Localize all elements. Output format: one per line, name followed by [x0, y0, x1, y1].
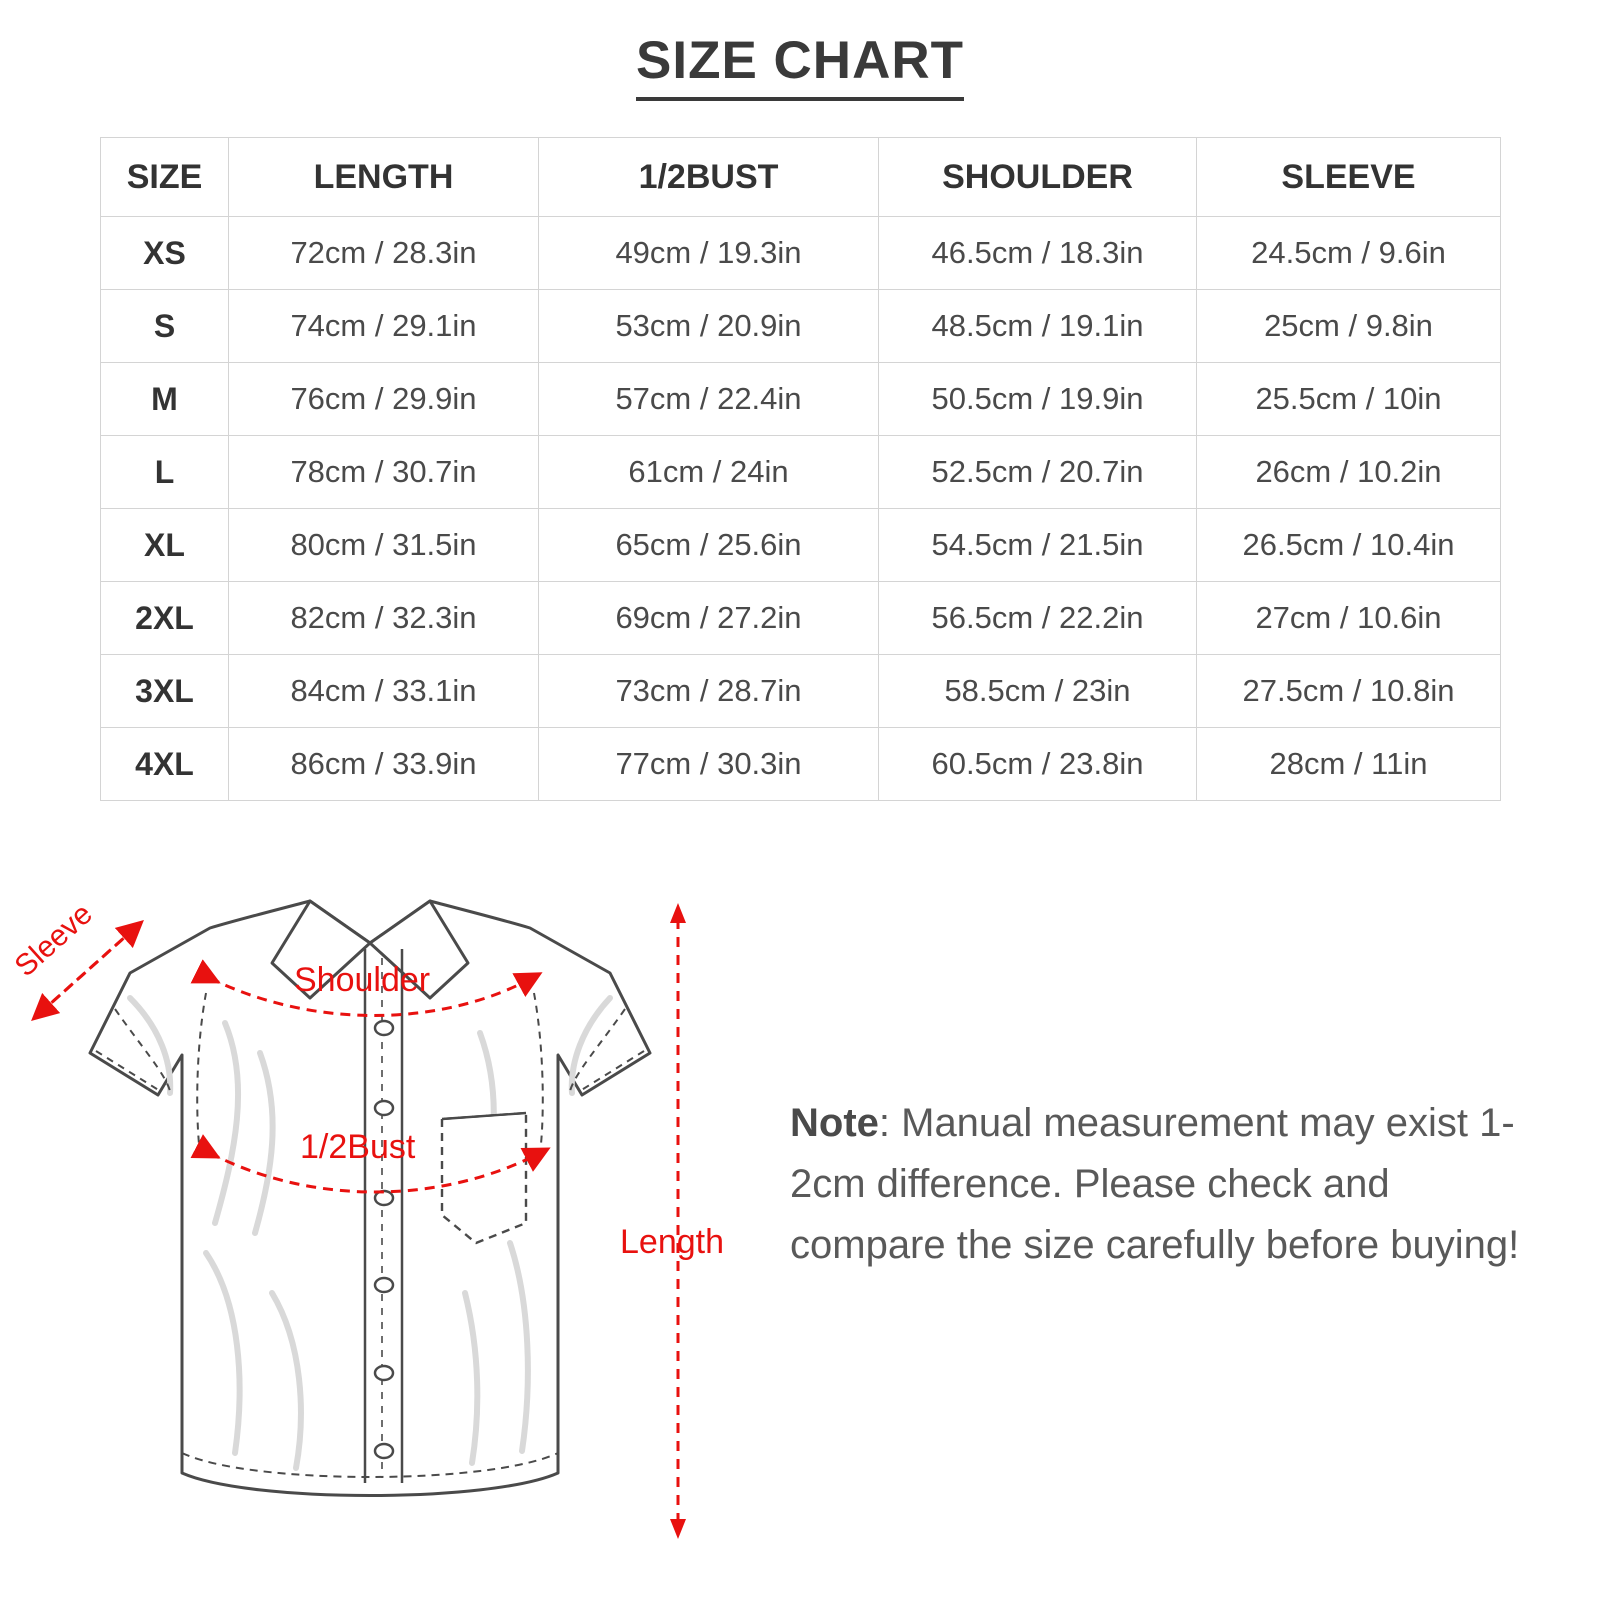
table-header-row [101, 138, 1501, 217]
cell-length: 80cm / 31.5in [229, 509, 539, 582]
cell-length: 86cm / 33.9in [229, 728, 539, 801]
table-row [101, 436, 1501, 509]
cell-size: L [101, 436, 229, 509]
cell-sleeve: 27cm / 10.6in [1197, 582, 1501, 655]
cell-shoulder: 50.5cm / 19.9in [879, 363, 1197, 436]
cell-sleeve: 26cm / 10.2in [1197, 436, 1501, 509]
cell-bust: 77cm / 30.3in [539, 728, 879, 801]
sleeve-measurement-marker [10, 897, 135, 1013]
cell-sleeve: 24.5cm / 9.6in [1197, 217, 1501, 290]
table-row [101, 655, 1501, 728]
cell-shoulder: 56.5cm / 22.2in [879, 582, 1197, 655]
cell-bust: 57cm / 22.4in [539, 363, 879, 436]
table-header [101, 138, 1501, 217]
sleeve-label: Sleeve [10, 897, 99, 984]
cell-length: 82cm / 32.3in [229, 582, 539, 655]
cell-length: 72cm / 28.3in [229, 217, 539, 290]
cell-shoulder: 54.5cm / 21.5in [879, 509, 1197, 582]
cell-length: 74cm / 29.1in [229, 290, 539, 363]
cell-sleeve: 28cm / 11in [1197, 728, 1501, 801]
bottom-section [0, 823, 1600, 1583]
cell-sleeve: 25cm / 9.8in [1197, 290, 1501, 363]
table-row [101, 509, 1501, 582]
cell-shoulder: 46.5cm / 18.3in [879, 217, 1197, 290]
table-row [101, 728, 1501, 801]
note-prefix: Note [790, 1101, 879, 1145]
shirt-measurement-diagram [10, 823, 770, 1583]
size-chart-table-container [100, 137, 1500, 801]
page-title: SIZE CHART [636, 30, 964, 101]
length-label: Length [620, 1223, 724, 1261]
cell-size: 3XL [101, 655, 229, 728]
length-measurement-marker [620, 903, 724, 1539]
column-header-size: SIZE [101, 138, 229, 217]
cell-bust: 69cm / 27.2in [539, 582, 879, 655]
size-chart-table [100, 137, 1501, 801]
cell-size: XS [101, 217, 229, 290]
cell-size: M [101, 363, 229, 436]
cell-shoulder: 48.5cm / 19.1in [879, 290, 1197, 363]
cell-sleeve: 25.5cm / 10in [1197, 363, 1501, 436]
cell-length: 76cm / 29.9in [229, 363, 539, 436]
note-body: : Manual measurement may exist 1-2cm difference. Please check and compare the size carefully before buying! [790, 1101, 1520, 1267]
cell-bust: 53cm / 20.9in [539, 290, 879, 363]
cell-bust: 65cm / 25.6in [539, 509, 879, 582]
bust-label: 1/2Bust [300, 1128, 416, 1166]
cell-bust: 61cm / 24in [539, 436, 879, 509]
cell-shoulder: 58.5cm / 23in [879, 655, 1197, 728]
cell-shoulder: 60.5cm / 23.8in [879, 728, 1197, 801]
cell-size: 4XL [101, 728, 229, 801]
table-row [101, 582, 1501, 655]
cell-sleeve: 27.5cm / 10.8in [1197, 655, 1501, 728]
cell-length: 78cm / 30.7in [229, 436, 539, 509]
table-body [101, 217, 1501, 801]
page-title-container [0, 0, 1600, 101]
cell-sleeve: 26.5cm / 10.4in [1197, 509, 1501, 582]
shoulder-label: Shoulder [294, 961, 431, 999]
cell-size: S [101, 290, 229, 363]
cell-shoulder: 52.5cm / 20.7in [879, 436, 1197, 509]
cell-bust: 49cm / 19.3in [539, 217, 879, 290]
table-row [101, 217, 1501, 290]
cell-length: 84cm / 33.1in [229, 655, 539, 728]
cell-size: 2XL [101, 582, 229, 655]
note-text-block [790, 1093, 1550, 1275]
column-header-sleeve: SLEEVE [1197, 138, 1501, 217]
cell-bust: 73cm / 28.7in [539, 655, 879, 728]
column-header-shoulder: SHOULDER [879, 138, 1197, 217]
column-header-bust: 1/2BUST [539, 138, 879, 217]
table-row [101, 290, 1501, 363]
cell-size: XL [101, 509, 229, 582]
column-header-length: LENGTH [229, 138, 539, 217]
table-row [101, 363, 1501, 436]
